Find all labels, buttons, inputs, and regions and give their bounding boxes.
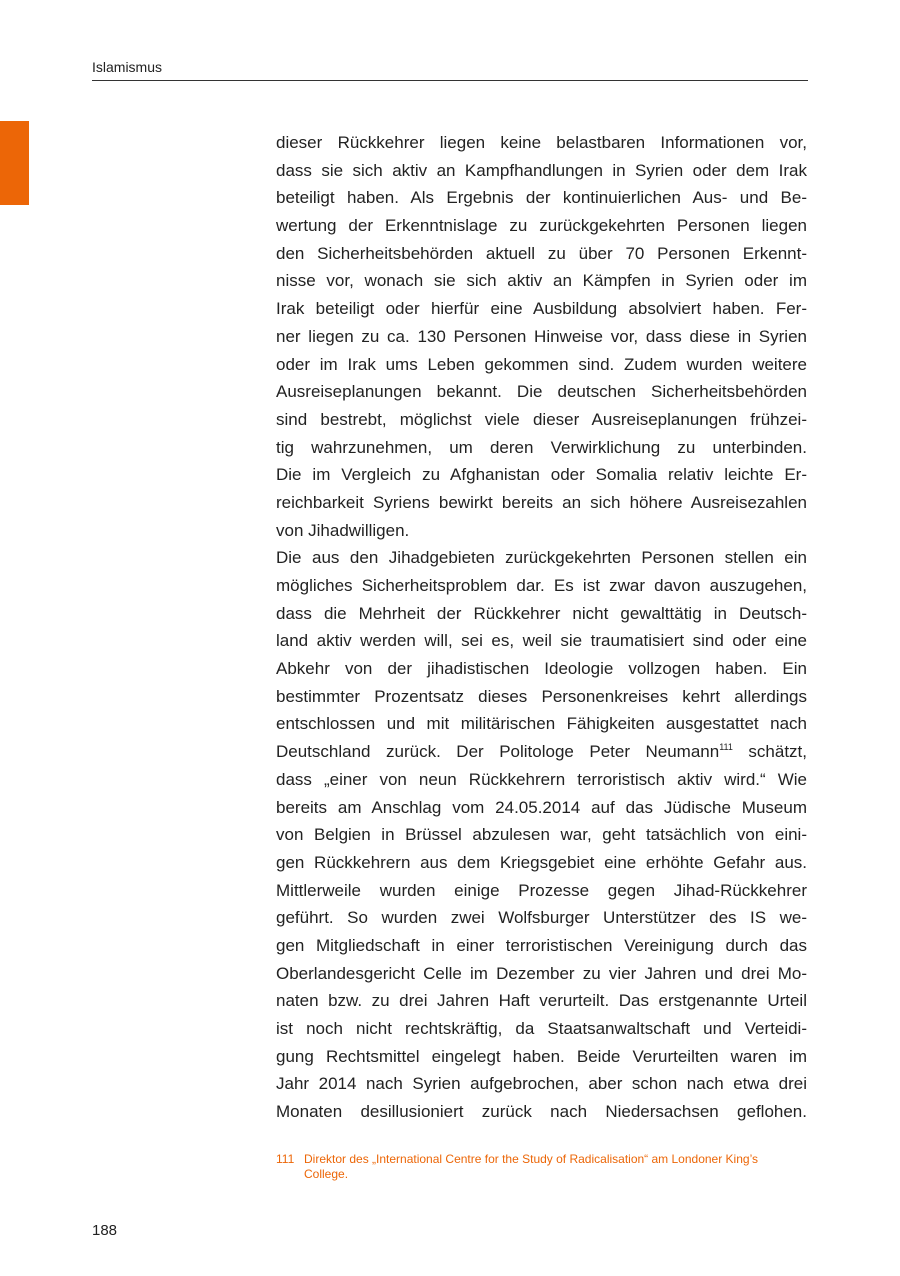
paragraph-2 (276, 544, 807, 1125)
text-line: dieser Rückkehrer liegen keine belastbaren Informationen vor, (276, 133, 807, 152)
text-line: beteiligt haben. Als Ergebnis der kontinuierlichen Aus- und Be- (276, 188, 807, 208)
text-line: ist noch nicht rechtskräftig, da Staatsanwaltschaft und Verteidi- (276, 1019, 807, 1038)
text-line: mögliches Sicherheitsproblem dar. Es ist zwar davon auszugehen, (276, 576, 807, 595)
text-line: land aktiv werden will, sei es, weil sie traumatisiert sind oder eine (276, 631, 807, 651)
text-line: Ausreiseplanungen bekannt. Die deutschen Sicherheitsbehörden (276, 382, 807, 402)
footnote-line: Direktor des „International Centre for the Study of Radicalisation“ am Londoner King’s (304, 1152, 759, 1166)
text-line: dass die Mehrheit der Rückkehrer nicht gewalttätig in Deutsch- (276, 603, 807, 623)
text-line: ner liegen zu ca. 130 Personen Hinweise vor, dass diese in Syrien (276, 326, 807, 346)
text-line: Jahr 2014 nach Syrien aufgebrochen, aber schon nach etwa drei (276, 1074, 807, 1094)
footnote-number: 111 (276, 1152, 295, 1166)
text-line: dass sie sich aktiv an Kampfhandlungen in Syrien oder dem Irak (276, 160, 807, 180)
running-header: Islamismus (92, 59, 163, 75)
chapter-marker-tab (0, 121, 29, 205)
text-line: entschlossen und mit militärischen Fähigkeiten ausgestattet nach (276, 714, 807, 734)
text-line: sind bestrebt, möglichst viele dieser Ausreiseplanungen frühzei- (276, 409, 807, 429)
text-line: gen Mitgliedschaft in einer terroristischen Vereinigung durch das (276, 935, 807, 955)
text-line-with-footnote (276, 738, 807, 766)
text-line: Mittlerweile wurden einige Prozesse gegen Jihad-Rückkehrer (276, 880, 807, 900)
text-line: Die aus den Jihadgebieten zurückgekehrten Personen stellen ein (276, 548, 807, 568)
text-fragment: schätzt, (732, 742, 807, 762)
text-line: Oberlandesgericht Celle im Dezember zu vier Jahren und drei Mo- (276, 963, 807, 983)
footnote (276, 1152, 807, 1182)
text-line: Irak beteiligt oder hierfür eine Ausbildung absolviert haben. Fer- (276, 299, 807, 319)
text-line: naten bzw. zu drei Jahren Haft verurteilt. Das erstgenannte Urteil (276, 991, 807, 1011)
text-line: geführt. So wurden zwei Wolfsburger Unterstützer des IS we- (276, 908, 807, 928)
text-line: Die im Vergleich zu Afghanistan oder Somalia relativ leichte Er- (276, 465, 807, 485)
text-line: Abkehr von der jihadistischen Ideologie vollzogen haben. Ein (276, 659, 807, 679)
text-line: von Jihadwilligen. (276, 520, 410, 540)
text-line: Monaten desillusioniert zurück nach Niedersachsen geflohen. (276, 1102, 807, 1122)
footnote-reference[interactable]: 111 (719, 742, 733, 753)
text-line: von Belgien in Brüssel abzulesen war, geht tatsächlich von eini- (276, 825, 807, 845)
body-text (276, 129, 807, 1126)
text-line: wertung der Erkenntnislage zu zurückgekehrten Personen liegen (276, 216, 807, 236)
text-line: dass „einer von neun Rückkehrern terroristisch aktiv wird.“ Wie (276, 769, 807, 789)
paragraph-1 (276, 129, 807, 544)
page-number: 188 (92, 1222, 118, 1239)
text-fragment: Deutschland zurück. Der Politologe Peter Neumann (276, 742, 720, 762)
text-line: reichbarkeit Syriens bewirkt bereits an sich höhere Ausreisezahlen (276, 492, 807, 512)
text-line: gen Rückkehrern aus dem Kriegsgebiet eine erhöhte Gefahr aus. (276, 852, 807, 872)
text-line: bereits am Anschlag vom 24.05.2014 auf das Jüdische Museum (276, 797, 807, 817)
text-line: den Sicherheitsbehörden aktuell zu über 70 Personen Erkennt- (276, 243, 807, 263)
text-line: oder im Irak ums Leben gekommen sind. Zudem wurden weitere (276, 354, 807, 374)
text-line: tig wahrzunehmen, um deren Verwirklichung zu unterbinden. (276, 437, 807, 457)
text-line: gung Rechtsmittel eingelegt haben. Beide Verurteilten waren im (276, 1046, 807, 1066)
text-line: nisse vor, wonach sie sich aktiv an Kämpfen in Syrien oder im (276, 271, 807, 291)
footnote-line: College. (304, 1167, 349, 1181)
text-line: bestimmter Prozentsatz dieses Personenkreises kehrt allerdings (276, 686, 807, 706)
header-rule (92, 80, 808, 81)
